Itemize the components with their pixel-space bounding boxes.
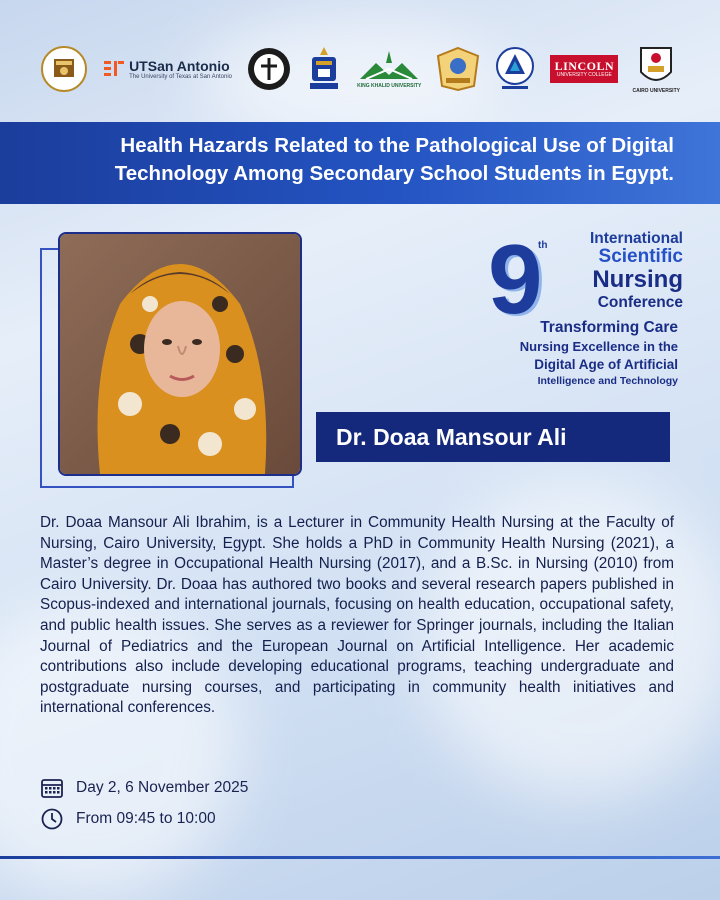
king-khalid-logo <box>356 49 422 89</box>
session-date: Day 2, 6 November 2025 <box>76 779 249 796</box>
beni-suef-logo <box>40 45 88 93</box>
crest-logo <box>306 45 342 93</box>
lincoln-logo <box>550 55 618 83</box>
speaker-name: Dr. Doaa Mansour Ali <box>336 423 567 450</box>
session-time: From 09:45 to 10:00 <box>76 810 216 827</box>
bottom-divider <box>0 856 720 859</box>
uts-subtitle: The University of Texas at San Antonio <box>129 74 233 80</box>
clock-icon <box>40 807 64 831</box>
partner-logos <box>40 38 680 100</box>
speaker-name-box <box>316 412 670 462</box>
conference-theme <box>418 318 678 388</box>
speaker-photo <box>58 232 302 476</box>
talk-title: Health Hazards Related to the Pathological Use of Digital Technology Among Secondary School Students in Egypt. <box>114 134 674 185</box>
session-time-row <box>40 807 216 831</box>
conference-line-1: International <box>589 230 683 247</box>
calendar-icon <box>40 776 64 800</box>
cairo-name: CAIRO UNIVERSITY <box>632 88 680 94</box>
edition-suffix: th <box>538 240 548 251</box>
cairo-university-logo <box>632 44 680 94</box>
quality-logo <box>494 46 536 92</box>
lincoln-name: LINCOLN <box>554 59 615 73</box>
uts-name: UTSan Antonio <box>129 58 230 74</box>
conference-line-2: Scientific <box>598 246 683 267</box>
college-of-nursing-logo <box>436 46 480 92</box>
theme-line-2: Nursing Excellence in the <box>519 339 678 354</box>
theme-line-3: Digital Age of Artificial <box>534 357 678 372</box>
kku-name: KING KHALID UNIVERSITY <box>357 83 422 89</box>
theme-line-1: Transforming Care <box>540 319 678 336</box>
conference-line-4: Conference <box>597 294 683 311</box>
conference-line-3: Nursing <box>592 266 683 293</box>
session-date-row <box>40 776 248 800</box>
speaker-bio: Dr. Doaa Mansour Ali Ibrahim, is a Lecturer in Community Health Nursing at the Faculty of Nursing, Cairo University, Egypt. She holds a PhD in Community Health Nursing (2021), a Master’s degree in Occupational Health Nursing (2017), and a B.Sc. in Nursing (2010) from Cairo University. Dr. Doaa has authored two books and several research papers published in Scopus-indexed and international journals, focusing on health education, occupational safety, and public health issues. She serves as a reviewer for Springer journals, including the Italian Journal of Pediatrics and the European Journal on Artificial Intelligence. Her academic contributions also include developing educational programs, teaching undergraduate and postgraduate nursing courses, and participating in community health initiatives and international conferences. <box>40 514 674 717</box>
seal-logo <box>246 46 292 92</box>
lincoln-subtitle: UNIVERSITY COLLEGE <box>556 72 612 78</box>
theme-line-4: Intelligence and Technology <box>537 375 678 387</box>
ut-san-antonio-logo <box>102 58 232 80</box>
edition-number: 9 <box>488 224 541 334</box>
